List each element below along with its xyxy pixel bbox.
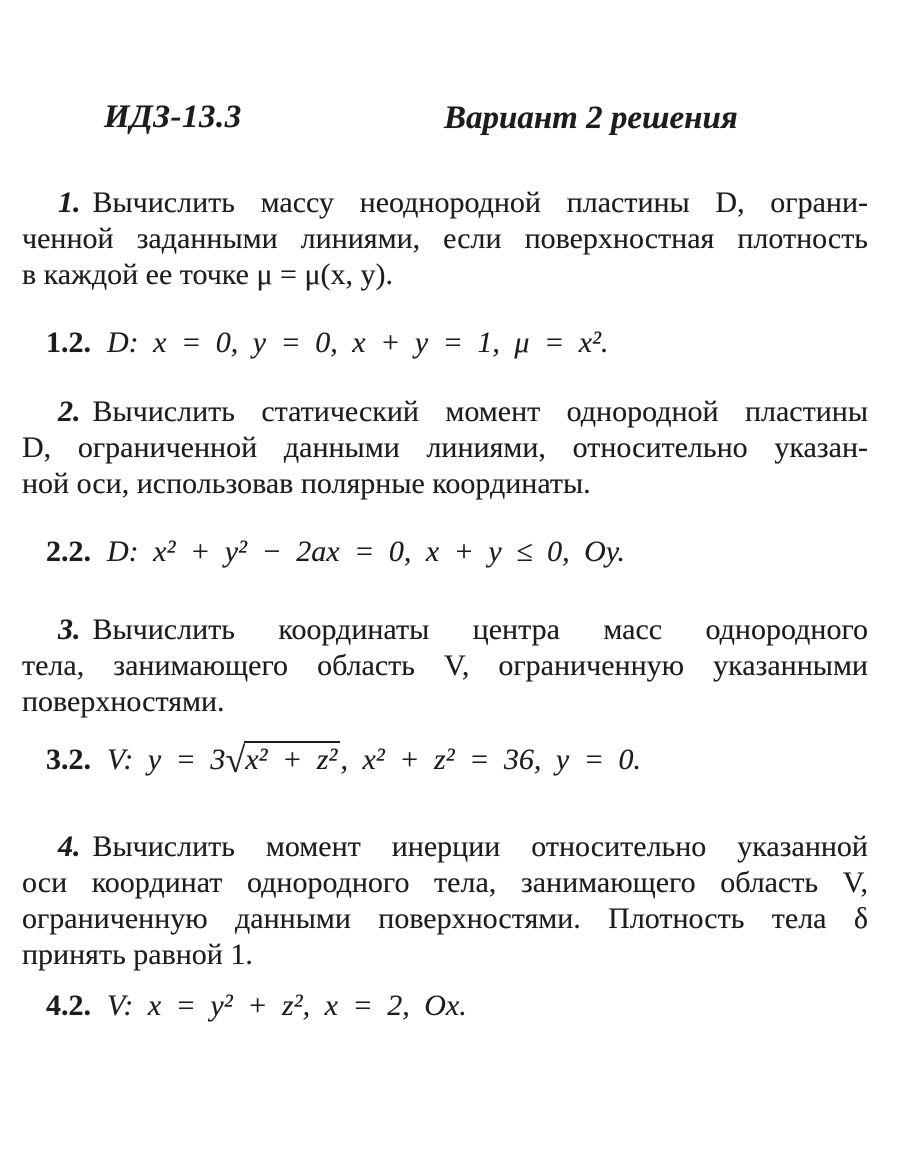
variant-title: Вариант 2 решения xyxy=(444,100,738,136)
exercise-label: 3.2. xyxy=(46,743,91,776)
exercise-label: 2.2. xyxy=(46,535,91,568)
statement-line: поверхностями. xyxy=(22,685,225,718)
assignment-code: ИДЗ-13.3 xyxy=(104,99,242,135)
problem-3-number: 3. xyxy=(58,613,81,646)
statement-line: ной оси, использовав полярные координаты. xyxy=(22,467,591,500)
sqrt-symbol: √ xyxy=(225,740,245,780)
exercise-3-2 xyxy=(22,740,892,780)
problem-4-statement xyxy=(22,829,868,973)
statement-text: Вычислить координаты центра масс однородного xyxy=(92,613,868,646)
statement-line: ченной заданными линиями, если поверхностная плотность xyxy=(22,222,868,255)
problem-3-statement xyxy=(22,612,868,720)
statement-line xyxy=(22,185,868,221)
exercise-formula: V: y = 3 xyxy=(107,743,226,776)
problem-2-statement xyxy=(22,394,868,502)
problem-2-number: 2. xyxy=(58,395,81,428)
statement-line: в каждой ее точке μ = μ(x, y). xyxy=(22,258,394,291)
exercise-formula: D: x = 0, y = 0, x + y = 1, μ = x². xyxy=(107,326,609,359)
exercise-label: 1.2. xyxy=(46,326,91,359)
radicand: x² + z² xyxy=(244,741,340,776)
statement-line xyxy=(22,394,868,430)
problem-1-statement xyxy=(22,185,868,293)
exercise-formula: D: x² + y² − 2ax = 0, x + y ≤ 0, Oy. xyxy=(107,535,625,568)
exercise-label: 4.2. xyxy=(46,989,91,1022)
exercise-formula: V: x = y² + z², x = 2, Ox. xyxy=(107,989,467,1022)
statement-text: Вычислить статический момент однородной пластины xyxy=(92,395,868,428)
statement-line xyxy=(22,829,868,865)
statement-line: принять равной 1. xyxy=(22,938,253,971)
exercise-formula-tail: , x² + z² = 36, y = 0. xyxy=(340,743,641,776)
exercise-1-2 xyxy=(22,323,892,363)
statement-line: ограниченную данными поверхностями. Плотность тела δ xyxy=(22,902,868,935)
statement-line xyxy=(22,612,868,648)
statement-line: тела, занимающего область V, ограниченную указанными xyxy=(22,649,868,682)
problem-4-number: 4. xyxy=(58,830,81,863)
exercise-4-2 xyxy=(22,986,892,1026)
statement-text: Вычислить массу неоднородной пластины D, ограни- xyxy=(92,186,868,219)
statement-line: оси координат однородного тела, занимающего область V, xyxy=(22,866,868,899)
statement-text: Вычислить момент инерции относительно указанной xyxy=(92,830,868,863)
statement-line: D, ограниченной данными линиями, относительно указан- xyxy=(22,431,868,464)
exercise-2-2 xyxy=(22,532,892,572)
problem-1-number: 1. xyxy=(58,186,81,219)
